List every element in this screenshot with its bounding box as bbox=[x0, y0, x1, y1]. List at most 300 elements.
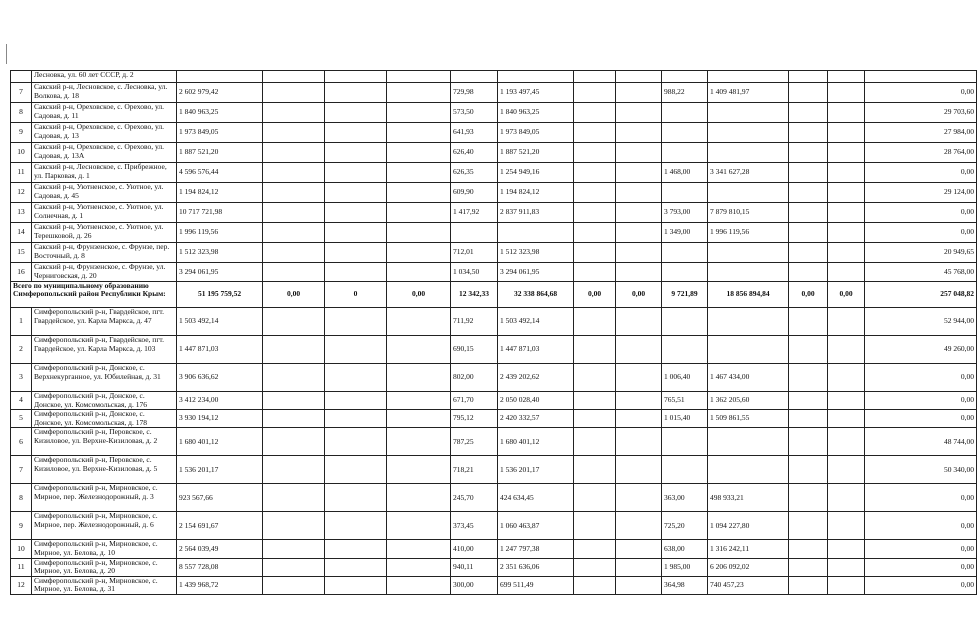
cell-sum2 bbox=[708, 456, 789, 484]
cell-c4 bbox=[325, 143, 387, 163]
cell-area2: 3 793,00 bbox=[662, 203, 708, 223]
cell-c12 bbox=[789, 558, 828, 576]
total-row bbox=[11, 282, 977, 308]
cell-c3 bbox=[263, 364, 325, 392]
cell-area2: 1 006,40 bbox=[662, 364, 708, 392]
cell-last bbox=[865, 71, 977, 83]
row-number: 7 bbox=[11, 456, 32, 484]
cell-c5 bbox=[387, 336, 451, 364]
table-row bbox=[11, 123, 977, 143]
cell-c3 bbox=[263, 484, 325, 512]
cell-c4 bbox=[325, 428, 387, 456]
cell-c3 bbox=[263, 203, 325, 223]
cell-c4 bbox=[325, 103, 387, 123]
cell-c5 bbox=[387, 512, 451, 540]
cell-c13 bbox=[828, 123, 865, 143]
cell-sum2: 498 933,21 bbox=[708, 484, 789, 512]
cell-c3 bbox=[263, 392, 325, 410]
cell-c3 bbox=[263, 243, 325, 263]
cell-c9 bbox=[616, 223, 662, 243]
cell-c8 bbox=[574, 364, 616, 392]
cell-sum2: 1 094 227,80 bbox=[708, 512, 789, 540]
total-last: 257 048,82 bbox=[865, 282, 977, 308]
row-address: Сакский р-н, Лесновское, с. Лесновка, ул. Волкова, д. 18 bbox=[32, 83, 177, 103]
cell-sum2 bbox=[708, 103, 789, 123]
cell-sum1: 1 680 401,12 bbox=[498, 428, 574, 456]
cell-c13 bbox=[828, 576, 865, 594]
cell-c12 bbox=[789, 456, 828, 484]
cell-sum2: 1 509 861,55 bbox=[708, 410, 789, 428]
row-address: Симферопольский р-н, Донское, с. Верхнекурганное, ул. Юбилейная, д. 31 bbox=[32, 364, 177, 392]
cell-c9 bbox=[616, 203, 662, 223]
cell-c13 bbox=[828, 428, 865, 456]
row-address: Сакский р-н, Ореховское, с. Орехово, ул. Садовая, д. 13А bbox=[32, 143, 177, 163]
cell-area1: 410,00 bbox=[451, 540, 498, 558]
row-address: Симферопольский р-н, Мирновское, с. Мирное, пер. Железнодорожный, д. 6 bbox=[32, 512, 177, 540]
cell-c9 bbox=[616, 123, 662, 143]
cell-last: 0,00 bbox=[865, 163, 977, 183]
cell-c13 bbox=[828, 183, 865, 203]
cell-c4 bbox=[325, 484, 387, 512]
cell-c3 bbox=[263, 428, 325, 456]
cell-c3 bbox=[263, 512, 325, 540]
cell-c5 bbox=[387, 364, 451, 392]
row-number: 15 bbox=[11, 243, 32, 263]
cell-total: 3 412 234,00 bbox=[177, 392, 263, 410]
cell-area2 bbox=[662, 123, 708, 143]
cell-sum1: 1 512 323,98 bbox=[498, 243, 574, 263]
cell-c3 bbox=[263, 163, 325, 183]
scan-margin-mark bbox=[6, 44, 7, 64]
row-number: 7 bbox=[11, 83, 32, 103]
row-number: 8 bbox=[11, 484, 32, 512]
table-row bbox=[11, 512, 977, 540]
cell-c3 bbox=[263, 143, 325, 163]
table-row bbox=[11, 163, 977, 183]
row-number: 9 bbox=[11, 512, 32, 540]
total-area2: 9 721,89 bbox=[662, 282, 708, 308]
total-sum2: 18 856 894,84 bbox=[708, 282, 789, 308]
cell-last: 0,00 bbox=[865, 484, 977, 512]
table-row bbox=[11, 71, 977, 83]
cell-c12 bbox=[789, 163, 828, 183]
cell-area2: 1 985,00 bbox=[662, 558, 708, 576]
cell-c5 bbox=[387, 392, 451, 410]
cell-sum1: 2 439 202,62 bbox=[498, 364, 574, 392]
cell-c8 bbox=[574, 428, 616, 456]
row-address: Лесновка, ул. 60 лет СССР, д. 2 bbox=[32, 71, 177, 83]
cell-c3 bbox=[263, 410, 325, 428]
cell-c12 bbox=[789, 576, 828, 594]
row-address: Симферопольский р-н, Мирновское, с. Мирное, пер. Железнодорожный, д. 3 bbox=[32, 484, 177, 512]
row-address: Симферопольский р-н, Гвардейское, пгт. Гвардейское, ул. Карла Маркса, д. 103 bbox=[32, 336, 177, 364]
row-address: Симферопольский р-н, Перовское, с. Кизиловое, ул. Верхне-Кизиловая, д. 2 bbox=[32, 428, 177, 456]
cell-c12 bbox=[789, 71, 828, 83]
cell-area2: 765,51 bbox=[662, 392, 708, 410]
row-number: 8 bbox=[11, 103, 32, 123]
cell-sum2: 1 996 119,56 bbox=[708, 223, 789, 243]
cell-last: 0,00 bbox=[865, 223, 977, 243]
cell-c13 bbox=[828, 484, 865, 512]
total-sum1: 32 338 864,68 bbox=[498, 282, 574, 308]
cell-total: 3 906 636,62 bbox=[177, 364, 263, 392]
cell-c4 bbox=[325, 336, 387, 364]
row-number: 10 bbox=[11, 540, 32, 558]
cell-c5 bbox=[387, 143, 451, 163]
cell-last: 0,00 bbox=[865, 540, 977, 558]
cell-c5 bbox=[387, 428, 451, 456]
cell-c9 bbox=[616, 308, 662, 336]
cell-c8 bbox=[574, 336, 616, 364]
cell-c4 bbox=[325, 83, 387, 103]
cell-last: 0,00 bbox=[865, 83, 977, 103]
cell-c5 bbox=[387, 540, 451, 558]
total-c4: 0 bbox=[325, 282, 387, 308]
cell-sum2 bbox=[708, 263, 789, 282]
cell-c5 bbox=[387, 243, 451, 263]
cell-c12 bbox=[789, 484, 828, 512]
cell-c4 bbox=[325, 558, 387, 576]
cell-sum2 bbox=[708, 243, 789, 263]
cell-c13 bbox=[828, 103, 865, 123]
cell-sum1: 2 351 636,06 bbox=[498, 558, 574, 576]
cell-area1: 802,00 bbox=[451, 364, 498, 392]
cell-area1: 718,21 bbox=[451, 456, 498, 484]
cell-sum1: 1 194 824,12 bbox=[498, 183, 574, 203]
row-number: 16 bbox=[11, 263, 32, 282]
cell-c9 bbox=[616, 576, 662, 594]
cell-total: 10 717 721,98 bbox=[177, 203, 263, 223]
cell-last: 0,00 bbox=[865, 203, 977, 223]
cell-sum1: 1 840 963,25 bbox=[498, 103, 574, 123]
cell-c12 bbox=[789, 410, 828, 428]
cell-c8 bbox=[574, 308, 616, 336]
cell-c3 bbox=[263, 71, 325, 83]
cell-c3 bbox=[263, 336, 325, 364]
cell-c9 bbox=[616, 428, 662, 456]
cell-c13 bbox=[828, 364, 865, 392]
cell-c4 bbox=[325, 71, 387, 83]
cell-area1: 626,35 bbox=[451, 163, 498, 183]
row-address: Сакский р-н, Уютненское, с. Уютное, ул. Терешковой, д. 26 bbox=[32, 223, 177, 243]
cell-c9 bbox=[616, 83, 662, 103]
cell-area1: 245,70 bbox=[451, 484, 498, 512]
cell-sum1: 1 503 492,14 bbox=[498, 308, 574, 336]
cell-c9 bbox=[616, 410, 662, 428]
cell-c13 bbox=[828, 410, 865, 428]
cell-total: 3 930 194,12 bbox=[177, 410, 263, 428]
cell-sum1: 424 634,45 bbox=[498, 484, 574, 512]
cell-c3 bbox=[263, 103, 325, 123]
cell-area2 bbox=[662, 71, 708, 83]
cell-c12 bbox=[789, 223, 828, 243]
cell-c13 bbox=[828, 456, 865, 484]
cell-c5 bbox=[387, 223, 451, 243]
table-row bbox=[11, 103, 977, 123]
cell-area1: 641,93 bbox=[451, 123, 498, 143]
cell-c4 bbox=[325, 183, 387, 203]
cell-c9 bbox=[616, 163, 662, 183]
row-number: 11 bbox=[11, 163, 32, 183]
total-label: Всего по муниципальному образованию Симферопольский район Республики Крым: bbox=[11, 282, 177, 308]
cell-area1: 300,00 bbox=[451, 576, 498, 594]
row-address: Сакский р-н, Ореховское, с. Орехово, ул. Садовая, д. 11 bbox=[32, 103, 177, 123]
cell-c13 bbox=[828, 243, 865, 263]
row-number: 6 bbox=[11, 428, 32, 456]
cell-sum2 bbox=[708, 428, 789, 456]
cell-c8 bbox=[574, 83, 616, 103]
cell-total: 2 602 979,42 bbox=[177, 83, 263, 103]
cell-total: 1 503 492,14 bbox=[177, 308, 263, 336]
cell-c5 bbox=[387, 83, 451, 103]
total-c13: 0,00 bbox=[828, 282, 865, 308]
cell-last: 49 260,00 bbox=[865, 336, 977, 364]
total-total: 51 195 759,52 bbox=[177, 282, 263, 308]
cell-area1: 373,45 bbox=[451, 512, 498, 540]
total-c5: 0,00 bbox=[387, 282, 451, 308]
total-c12: 0,00 bbox=[789, 282, 828, 308]
cell-c9 bbox=[616, 540, 662, 558]
row-address: Сакский р-н, Фрунзенское, с. Фрунзе, ул. Черниговская, д. 20 bbox=[32, 263, 177, 282]
cell-c13 bbox=[828, 308, 865, 336]
cell-c4 bbox=[325, 540, 387, 558]
table-row bbox=[11, 364, 977, 392]
cell-c3 bbox=[263, 558, 325, 576]
cell-sum1: 1 060 463,87 bbox=[498, 512, 574, 540]
cell-area1: 940,11 bbox=[451, 558, 498, 576]
cell-area1: 690,15 bbox=[451, 336, 498, 364]
cell-total: 1 996 119,56 bbox=[177, 223, 263, 243]
cell-c8 bbox=[574, 512, 616, 540]
row-number: 9 bbox=[11, 123, 32, 143]
cell-c5 bbox=[387, 203, 451, 223]
cell-total: 2 154 691,67 bbox=[177, 512, 263, 540]
table-row bbox=[11, 223, 977, 243]
cell-area1 bbox=[451, 71, 498, 83]
cell-area2: 364,98 bbox=[662, 576, 708, 594]
cell-area2 bbox=[662, 428, 708, 456]
cell-area1: 1 034,50 bbox=[451, 263, 498, 282]
cell-area2 bbox=[662, 103, 708, 123]
table-row bbox=[11, 243, 977, 263]
cell-c3 bbox=[263, 223, 325, 243]
cell-c5 bbox=[387, 308, 451, 336]
cell-c8 bbox=[574, 203, 616, 223]
cell-total: 8 557 728,08 bbox=[177, 558, 263, 576]
cell-c4 bbox=[325, 392, 387, 410]
row-address: Симферопольский р-н, Мирновское, с. Мирное, ул. Белова, д. 20 bbox=[32, 558, 177, 576]
cell-c5 bbox=[387, 103, 451, 123]
table-row bbox=[11, 308, 977, 336]
cell-c4 bbox=[325, 512, 387, 540]
cell-sum1: 1 887 521,20 bbox=[498, 143, 574, 163]
cell-c13 bbox=[828, 143, 865, 163]
cell-c3 bbox=[263, 308, 325, 336]
table-row bbox=[11, 392, 977, 410]
cell-c13 bbox=[828, 83, 865, 103]
cell-sum1: 1 254 949,16 bbox=[498, 163, 574, 183]
cell-area2: 1 015,40 bbox=[662, 410, 708, 428]
total-c3: 0,00 bbox=[263, 282, 325, 308]
cell-c12 bbox=[789, 392, 828, 410]
cell-c12 bbox=[789, 83, 828, 103]
row-address: Симферопольский р-н, Донское, с. Донское, ул. Комсомольская, д. 178 bbox=[32, 410, 177, 428]
cell-c13 bbox=[828, 392, 865, 410]
cell-area1: 711,92 bbox=[451, 308, 498, 336]
cell-c4 bbox=[325, 410, 387, 428]
table-row bbox=[11, 336, 977, 364]
cell-area2 bbox=[662, 243, 708, 263]
cell-c3 bbox=[263, 183, 325, 203]
cell-c13 bbox=[828, 71, 865, 83]
cell-sum1: 3 294 061,95 bbox=[498, 263, 574, 282]
table-row bbox=[11, 263, 977, 282]
cell-area2: 1 349,00 bbox=[662, 223, 708, 243]
cell-last: 52 944,00 bbox=[865, 308, 977, 336]
cell-c4 bbox=[325, 163, 387, 183]
cell-c8 bbox=[574, 410, 616, 428]
cell-area1: 609,90 bbox=[451, 183, 498, 203]
cell-c9 bbox=[616, 263, 662, 282]
cell-last: 50 340,00 bbox=[865, 456, 977, 484]
table-row bbox=[11, 203, 977, 223]
row-number: 4 bbox=[11, 392, 32, 410]
cell-sum2 bbox=[708, 336, 789, 364]
cell-c9 bbox=[616, 512, 662, 540]
cell-c4 bbox=[325, 243, 387, 263]
cell-sum1: 2 420 332,57 bbox=[498, 410, 574, 428]
cell-c13 bbox=[828, 540, 865, 558]
cell-c12 bbox=[789, 540, 828, 558]
cell-c4 bbox=[325, 308, 387, 336]
cell-c8 bbox=[574, 484, 616, 512]
cell-c3 bbox=[263, 540, 325, 558]
total-c9: 0,00 bbox=[616, 282, 662, 308]
cell-c12 bbox=[789, 308, 828, 336]
cell-total: 1 887 521,20 bbox=[177, 143, 263, 163]
cell-sum2: 1 409 481,97 bbox=[708, 83, 789, 103]
cell-last: 29 124,00 bbox=[865, 183, 977, 203]
cell-c13 bbox=[828, 263, 865, 282]
cell-c8 bbox=[574, 143, 616, 163]
cell-total: 1 447 871,03 bbox=[177, 336, 263, 364]
row-address: Симферопольский р-н, Мирновское, с. Мирное, ул. Белова, д. 10 bbox=[32, 540, 177, 558]
cell-last: 27 984,00 bbox=[865, 123, 977, 143]
cell-total: 923 567,66 bbox=[177, 484, 263, 512]
cell-area1 bbox=[451, 223, 498, 243]
cell-c12 bbox=[789, 364, 828, 392]
cell-c8 bbox=[574, 392, 616, 410]
cell-area1: 729,98 bbox=[451, 83, 498, 103]
cell-c9 bbox=[616, 243, 662, 263]
row-address: Симферопольский р-н, Донское, с. Донское, ул. Комсомольская, д. 176 bbox=[32, 392, 177, 410]
row-address: Симферопольский р-н, Гвардейское, пгт. Гвардейское, ул. Карла Маркса, д. 47 bbox=[32, 308, 177, 336]
cell-sum2: 1 467 434,00 bbox=[708, 364, 789, 392]
cell-c9 bbox=[616, 103, 662, 123]
cell-c5 bbox=[387, 558, 451, 576]
cell-c5 bbox=[387, 484, 451, 512]
cell-sum1: 1 447 871,03 bbox=[498, 336, 574, 364]
row-address: Сакский р-н, Уютненское, с. Уютное, ул. Солнечная, д. 1 bbox=[32, 203, 177, 223]
cell-area1: 573,50 bbox=[451, 103, 498, 123]
cell-c3 bbox=[263, 576, 325, 594]
cell-last: 48 744,00 bbox=[865, 428, 977, 456]
cell-c12 bbox=[789, 263, 828, 282]
cell-c12 bbox=[789, 143, 828, 163]
cell-c9 bbox=[616, 71, 662, 83]
cell-sum1: 2 837 911,83 bbox=[498, 203, 574, 223]
cell-total: 1 840 963,25 bbox=[177, 103, 263, 123]
cell-c5 bbox=[387, 263, 451, 282]
cell-c8 bbox=[574, 123, 616, 143]
cell-sum1: 2 050 028,40 bbox=[498, 392, 574, 410]
cell-c12 bbox=[789, 123, 828, 143]
row-number: 1 bbox=[11, 308, 32, 336]
row-address: Сакский р-н, Лесновское, с. Прибрежное, ул. Парковая, д. 1 bbox=[32, 163, 177, 183]
cell-c8 bbox=[574, 243, 616, 263]
cell-c13 bbox=[828, 163, 865, 183]
cell-last: 0,00 bbox=[865, 392, 977, 410]
cell-last: 0,00 bbox=[865, 512, 977, 540]
cell-c3 bbox=[263, 83, 325, 103]
table-row bbox=[11, 456, 977, 484]
cell-c12 bbox=[789, 336, 828, 364]
total-c8: 0,00 bbox=[574, 282, 616, 308]
table-row bbox=[11, 540, 977, 558]
cell-c5 bbox=[387, 456, 451, 484]
cell-area2: 638,00 bbox=[662, 540, 708, 558]
cell-c4 bbox=[325, 576, 387, 594]
cell-sum2 bbox=[708, 143, 789, 163]
cell-c5 bbox=[387, 123, 451, 143]
cell-area2: 725,20 bbox=[662, 512, 708, 540]
cell-area2 bbox=[662, 308, 708, 336]
cell-c8 bbox=[574, 576, 616, 594]
cell-c4 bbox=[325, 263, 387, 282]
cell-c12 bbox=[789, 103, 828, 123]
cell-c5 bbox=[387, 71, 451, 83]
cell-total: 2 564 039,49 bbox=[177, 540, 263, 558]
cell-sum2: 740 457,23 bbox=[708, 576, 789, 594]
cell-sum2 bbox=[708, 123, 789, 143]
cell-last: 28 764,00 bbox=[865, 143, 977, 163]
row-number: 5 bbox=[11, 410, 32, 428]
cell-area1: 712,01 bbox=[451, 243, 498, 263]
cell-c9 bbox=[616, 484, 662, 512]
cell-area2: 1 468,00 bbox=[662, 163, 708, 183]
table-row bbox=[11, 183, 977, 203]
row-address: Сакский р-н, Уютненское, с. Уютное, ул. Садовая, д. 45 bbox=[32, 183, 177, 203]
row-number: 12 bbox=[11, 183, 32, 203]
cell-sum1: 1 973 849,05 bbox=[498, 123, 574, 143]
register-body bbox=[11, 71, 977, 595]
cell-area1: 795,12 bbox=[451, 410, 498, 428]
cell-total: 1 512 323,98 bbox=[177, 243, 263, 263]
cell-c3 bbox=[263, 263, 325, 282]
cell-c9 bbox=[616, 183, 662, 203]
row-number: 3 bbox=[11, 364, 32, 392]
cell-c8 bbox=[574, 103, 616, 123]
cell-last: 0,00 bbox=[865, 558, 977, 576]
register-table bbox=[10, 70, 977, 595]
cell-area2 bbox=[662, 336, 708, 364]
cell-sum2: 3 341 627,28 bbox=[708, 163, 789, 183]
row-number: 12 bbox=[11, 576, 32, 594]
cell-c12 bbox=[789, 203, 828, 223]
cell-last: 45 768,00 bbox=[865, 263, 977, 282]
table-row bbox=[11, 428, 977, 456]
cell-area1: 787,25 bbox=[451, 428, 498, 456]
